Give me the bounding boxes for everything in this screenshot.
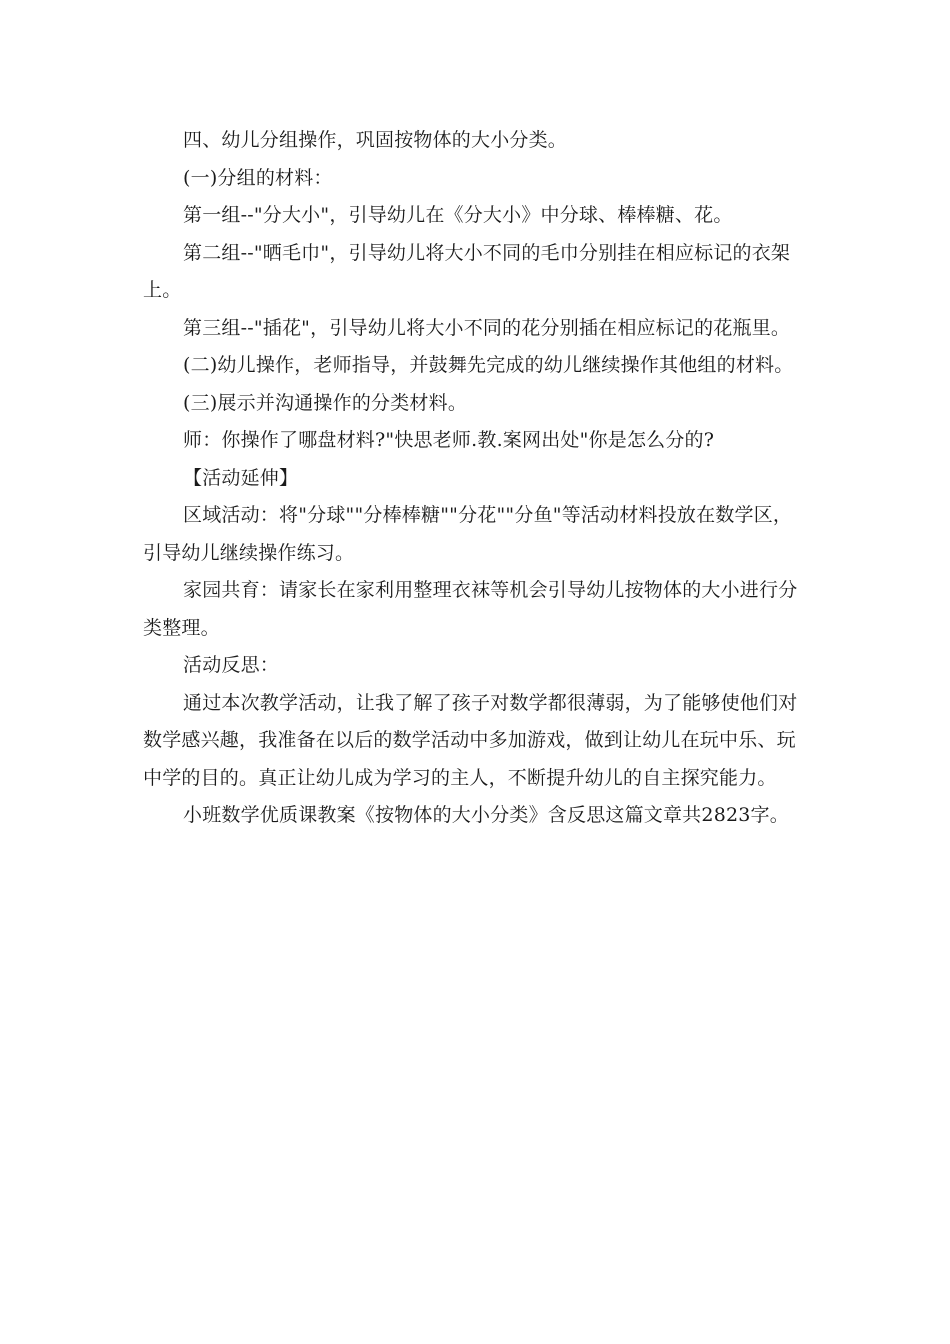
paragraph-group-one: 第一组--"分大小"，引导幼儿在《分大小》中分球、棒棒糖、花。 (183, 204, 733, 226)
paragraph-show-materials: (三)展示并沟通操作的分类材料。 (183, 391, 468, 414)
paragraph-home-cooperation: 家园共育：请家长在家利用整理衣袜等机会引导幼儿按物体的大小进行分类整理。 (143, 579, 798, 639)
paragraph-step-four: 四、幼儿分组操作，巩固按物体的大小分类。 (183, 129, 568, 151)
heading-activity-extension: 【活动延伸】 (183, 466, 299, 489)
paragraph-reflection-body: 通过本次教学活动，让我了解了孩子对数学都很薄弱，为了能够使他们对数学感兴趣，我准备在以后的数学活动中多加游戏，做到让幼儿在玩中乐、玩中学的目的。真正让幼儿成为学习的主人，不断提升幼儿的自主探究能力。 (143, 691, 798, 789)
paragraph-article-summary: 小班数学优质课教案《按物体的大小分类》含反思这篇文章共2823字。 (183, 804, 789, 826)
paragraph-group-two: 第二组--"晒毛巾"，引导幼儿将大小不同的毛巾分别挂在相应标记的衣架上。 (143, 241, 791, 301)
heading-activity-reflection: 活动反思： (183, 654, 280, 676)
paragraph-area-activity: 区域活动：将"分球""分棒棒糖""分花""分鱼"等活动材料投放在数学区，引导幼儿继续操作练习。 (143, 504, 793, 564)
paragraph-group-three: 第三组--"插花"，引导幼儿将大小不同的花分别插在相应标记的花瓶里。 (183, 316, 791, 339)
paragraph-teacher-question: 师：你操作了哪盘材料?"快思老师.教.案网出处"你是怎么分的? (183, 429, 715, 451)
document-body (143, 122, 807, 835)
paragraph-children-operate: (二)幼儿操作，老师指导，并鼓舞先完成的幼儿继续操作其他组的材料。 (183, 354, 794, 376)
paragraph-group-materials: (一)分组的材料： (183, 166, 333, 189)
